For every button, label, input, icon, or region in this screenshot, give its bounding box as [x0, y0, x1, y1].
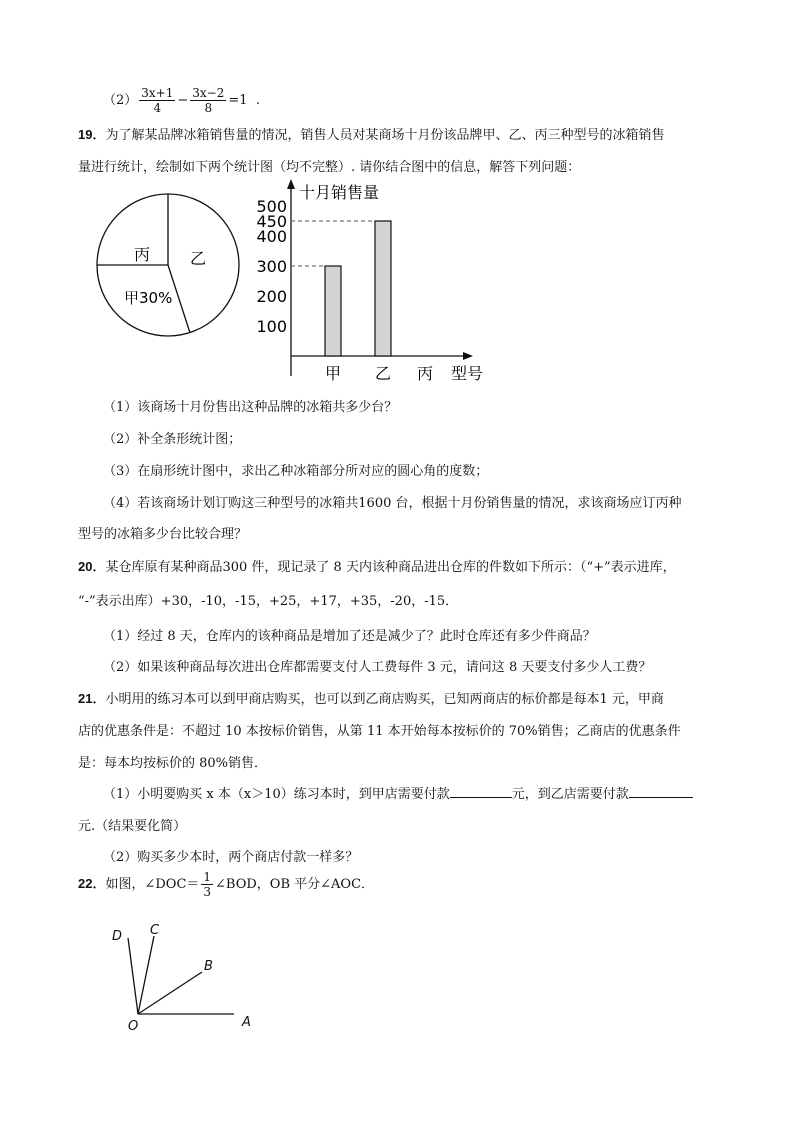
- label-d: D: [112, 929, 123, 944]
- q21-line1: [78, 688, 664, 707]
- q21-sub2: （2）购买多少本时，两个商店付款一样多？: [103, 850, 359, 865]
- q21-sub1-cont: 元.（结果要化简）: [78, 819, 187, 834]
- x-category-label-丙: 丙: [416, 364, 434, 383]
- bar-chart-xlabel: 型号: [451, 364, 484, 383]
- q20-line1: [78, 556, 676, 575]
- q22-frac-denominator: 3: [203, 885, 212, 899]
- q20-text-1: 某仓库原有某种商品300 件，现记录了 8 天内该种商品进出仓库的件数如下所示：（“+”表示进库，: [105, 560, 676, 575]
- q18-frac1-denominator: 4: [153, 101, 162, 115]
- q21-line3: 是：每本均按标价的 80%销售．: [78, 756, 268, 771]
- x-axis-arrow: [463, 352, 473, 360]
- q18-fraction-1: [139, 86, 175, 115]
- q21-sub1-text-a: （1）小明要购买 x 本（x＞10）练习本时，到甲店需要付款: [103, 787, 450, 802]
- q22-text-a: 如图，∠DOC＝: [105, 877, 200, 892]
- ray-od: [128, 938, 138, 1014]
- q19-sub2: （2）补全条形统计图；: [103, 432, 242, 447]
- y-axis-arrow: [287, 179, 295, 189]
- q19-sub4-line1: （4）若该商场计划订购这三种型号的冰箱共1600 台，根据十月份销售量的情况，求该商场应订丙种: [103, 496, 682, 511]
- label-o: O: [128, 1019, 139, 1034]
- y-tick-label-500: 500: [256, 197, 287, 216]
- ray-ob: [138, 972, 202, 1014]
- bar-chart: [255, 176, 495, 384]
- y-tick-label-450: 450: [256, 212, 287, 231]
- q18-fraction-2: [190, 86, 226, 115]
- q19-number: 19．: [78, 127, 106, 142]
- ray-oc: [138, 936, 154, 1014]
- q21-sub1-text-b: 元，到乙店需要付款: [511, 787, 629, 802]
- q21-sub1: [103, 783, 693, 802]
- label-b: B: [204, 959, 213, 974]
- bar-甲: [325, 266, 341, 356]
- q19-sub3: （3）在扇形统计图中，求出乙种冰箱部分所对应的圆心角的度数；: [103, 464, 489, 479]
- answer-blank-yi[interactable]: [629, 785, 693, 798]
- q22-line: [78, 870, 374, 899]
- x-category-label-乙: 乙: [374, 364, 392, 383]
- q18-equation: [103, 86, 260, 115]
- y-tick-label-100: 100: [256, 317, 287, 336]
- answer-blank-jia[interactable]: [450, 785, 512, 798]
- pie-chart: [96, 190, 242, 340]
- q18-frac1-numerator: 3x+1: [141, 86, 174, 100]
- q18-end: .: [255, 93, 260, 108]
- angle-diagram: [106, 920, 266, 1040]
- y-tick-label-200: 200: [256, 287, 287, 306]
- q20-sub2: （2）如果该种商品每次进出仓库都需要支付人工费每件 3 元，请问这 8 天要支付多少人工费？: [103, 660, 652, 675]
- q19-sub4-line2: 型号的冰箱多少台比较合理？: [78, 527, 248, 542]
- bar-乙: [375, 221, 391, 356]
- bar-chart-title: 十月销售量: [299, 183, 380, 202]
- pie-label-jia: 甲30%: [124, 289, 173, 307]
- q21-text-1: 小明用的练习本可以到甲商店购买，也可以到乙商店购买，已知两商店的标价都是每本1 元，甲商: [105, 692, 664, 707]
- q19-intro-line2: 量进行统计，绘制如下两个统计图（均不完整）. 请你结合图中的信息，解答下列问题：: [78, 160, 581, 175]
- q19-intro-line1: [78, 124, 664, 143]
- label-c: C: [150, 923, 160, 938]
- q18-rhs: =1: [228, 93, 248, 108]
- q22-number: 22．: [78, 876, 106, 891]
- y-tick-label-300: 300: [256, 257, 287, 276]
- q19-intro-text-1: 为了解某品牌冰箱销售量的情况，销售人员对某商场十月份该品牌甲、乙、丙三种型号的冰箱销售: [105, 128, 665, 143]
- q20-number: 20．: [78, 559, 106, 574]
- q22-frac-numerator: 1: [203, 870, 212, 884]
- q20-sub1: （1）经过 8 天，仓库内的该种商品是增加了还是减少了？此时仓库还有多少件商品？: [103, 629, 596, 644]
- q22-text-b: ∠BOD，OB 平分∠AOC．: [215, 877, 375, 892]
- q18-frac2-numerator: 3x−2: [192, 86, 225, 100]
- q18-frac2-denominator: 8: [204, 101, 213, 115]
- q18-part-label: （2）: [103, 93, 138, 108]
- x-category-label-甲: 甲: [324, 364, 342, 383]
- y-tick-label-400: 400: [256, 227, 287, 246]
- q21-line2: 店的优惠条件是：不超过 10 本按标价销售，从第 11 本开始每本按标价的 70%销售；乙商店的优惠条件: [78, 724, 681, 739]
- q21-number: 21．: [78, 691, 106, 706]
- q20-line2: “-”表示出库）+30，-10，-15，+25，+17，+35，-20，-15．: [78, 594, 459, 609]
- q18-minus: −: [177, 93, 189, 108]
- pie-label-bing: 丙: [134, 245, 151, 264]
- label-a: A: [242, 1015, 251, 1030]
- q22-fraction: [201, 870, 213, 899]
- pie-label-yi: 乙: [190, 249, 207, 268]
- q19-sub1: （1）该商场十月份售出这种品牌的冰箱共多少台？: [103, 400, 398, 415]
